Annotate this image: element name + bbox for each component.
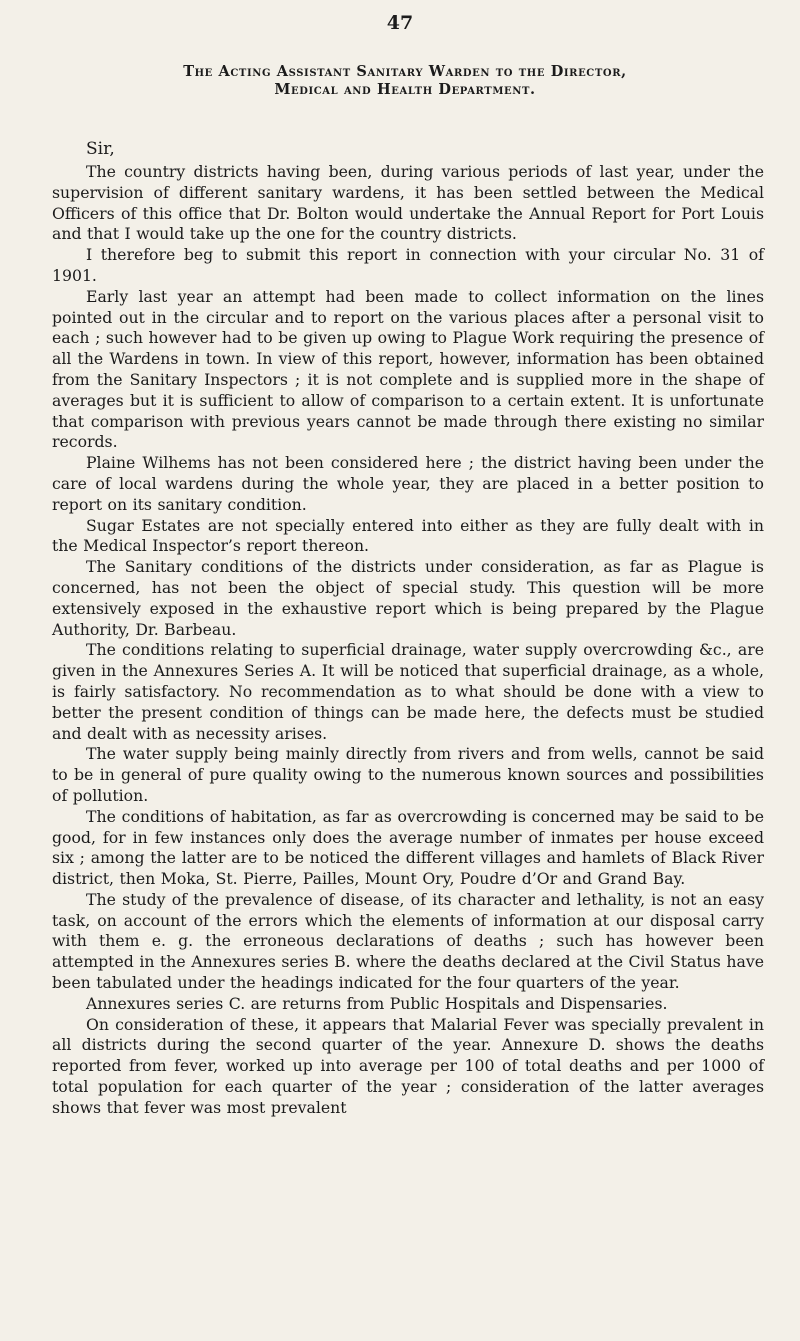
paragraph: The conditions relating to superficial drainage, water supply overcrowding &c., are given in the Annexures Series A. It will be noticed that superficial drainage, as a whole, is fairly satisfactory. No recommendation as to what should be done with a view to better the present condition of things can be made here, the defects must be studied and dealt with as necessity arises.: [52, 640, 764, 743]
paragraph: The Sanitary conditions of the districts under consideration, as far as Plague is concerned, has not been the object of special study. This question will be more extensively exposed in the exhaustive report which is being prepared by the Plague Authority, Dr. Barbeau.: [52, 557, 764, 639]
paragraph: Plaine Wilhems has not been considered here ; the district having been under the care of local wardens during the whole year, they are placed in a better position to report on its sanitary condition.: [52, 453, 764, 514]
paragraph: The study of the prevalence of disease, of its character and lethality, is not an easy task, on account of the errors which the elements of information at our disposal carry with them e. g. the erroneous declarations of deaths ; such has however been attempted in the Annexures series B. where the deaths declared at the Civil Status have been tabulated under the headings indicated for the four quarters of the year.: [52, 889, 764, 993]
paragraph: The conditions of habitation, as far as overcrowding is concerned may be said to be good, for in few instances only does the average number of inmates per house exceed six ; among the latter are to be noticed the different villages and hamlets of Black River district, then Moka, St. Pierre, Pailles, Mount Ory, Poudre d’Or and Grand Bay.: [52, 806, 764, 889]
letter-heading: [60, 63, 750, 99]
heading-line-1: The Acting Assistant Sanitary Warden to the Director,: [183, 63, 627, 80]
paragraph: Annexures series C. are returns from Public Hospitals and Dispensaries.: [86, 993, 668, 1013]
page-number: 47: [386, 12, 414, 34]
salutation: Sir,: [86, 139, 115, 159]
heading-line-2: Medical and Health Department.: [274, 81, 536, 98]
paragraph: On consideration of these, it appears that Malarial Fever was specially prevalent in all districts during the second quarter of the year. Annexure D. shows the deaths reported from fever, worked up into average per 100 of total deaths and per 1000 of total population for each quarter of the year ; consideration of the latter averages shows that fever was most prevalent: [52, 1014, 764, 1117]
paragraph: Early last year an attempt had been made to collect information on the lines pointed out in the circular and to report on the various places after a personal visit to each ; such however had to be given up owing to Plague Work requiring the presence of all the Wardens in town. In view of this report, however, information has been obtained from the Sanitary Inspectors ; it is not complete and is supplied more in the shape of averages but it is sufficient to allow of comparison to a certain extent. It is unfortunate that comparison with previous years cannot be made through there existing no similar records.: [52, 286, 764, 452]
paragraph: I therefore beg to submit this report in connection with your circular No. 31 of 1901.: [52, 245, 764, 285]
letter-body: [52, 162, 764, 1119]
paragraph: The country districts having been, during various periods of last year, under the supervision of different sanitary wardens, it has been settled between the Medical Officers of this office that Dr. Bolton would undertake the Annual Report for Port Louis and that I would take up the one for the country districts.: [52, 162, 764, 244]
paragraph: Sugar Estates are not specially entered into either as they are fully dealt with in the Medical Inspector’s report thereon.: [52, 515, 764, 556]
paragraph: The water supply being mainly directly from rivers and from wells, cannot be said to be in general of pure quality owing to the numerous known sources and possibilities of pollution.: [52, 744, 764, 805]
